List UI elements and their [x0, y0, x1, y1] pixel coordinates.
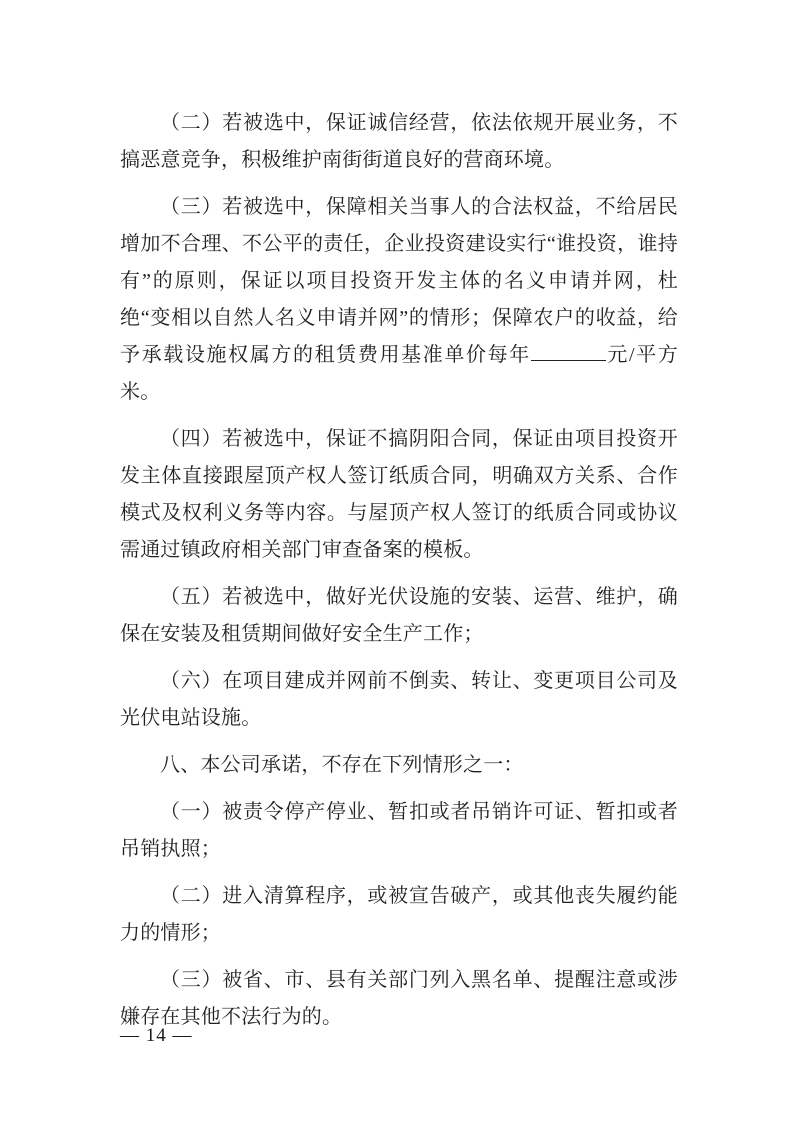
- section-8-item-1-paragraph: （一）被责令停产停业、暂扣或者吊销许可证、暂扣或者吊销执照；: [120, 801, 678, 860]
- clause-3-paragraph: [120, 189, 678, 411]
- clause-2-paragraph: （二）若被选中，保证诚信经营，依法依规开展业务，不搞恶意竞争，积极维护南街街道良好的营商环境。: [120, 112, 678, 171]
- section-8-item-2-paragraph: （二）进入清算程序，或被宣告破产，或其他丧失履约能力的情形；: [120, 885, 678, 944]
- clause-5-paragraph: （五）若被选中，做好光伏设施的安装、运营、维护，确保在安装及租赁期间做好安全生产工作；: [120, 586, 678, 645]
- section-8-heading-paragraph: 八、本公司承诺，不存在下列情形之一：: [160, 754, 524, 776]
- page-number: — 14 —: [120, 1025, 193, 1046]
- section-8-item-3-paragraph: （三）被省、市、县有关部门列入黑名单、提醒注意或涉嫌存在其他不法行为的。: [120, 969, 678, 1028]
- clause-3-text-after-blank: 元/平方米。: [120, 344, 678, 403]
- clause-3-text-before-blank: （三）若被选中，保障相关当事人的合法权益，不给居民增加不合理、不公平的责任，企业投资建设实行“谁投资，谁持有”的原则，保证以项目投资开发主体的名义申请并网，杜绝“变相以自然人名义申请并网”的情形；保障农户的收益，给予承载设施权属方的租赁费用基准单价每年: [120, 196, 678, 366]
- fill-in-blank: [531, 344, 606, 361]
- document-body: [120, 95, 678, 1036]
- clause-4-paragraph: （四）若被选中，保证不搞阴阳合同，保证由项目投资开发主体直接跟屋顶产权人签订纸质合同，明确双方关系、合作模式及权利义务等内容。与屋顶产权人签订的纸质合同或协议需通过镇政府相关部门审查备案的模板。: [120, 428, 678, 561]
- clause-6-paragraph: （六）在项目建成并网前不倒卖、转让、变更项目公司及光伏电站设施。: [120, 670, 678, 729]
